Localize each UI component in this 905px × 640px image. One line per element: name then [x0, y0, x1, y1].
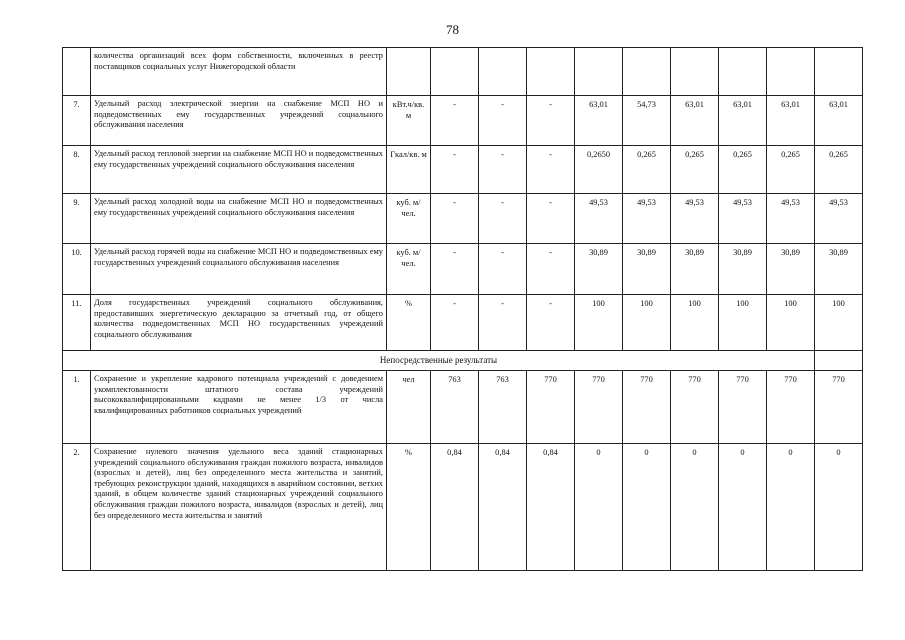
indicator-name: Удельный расход горячей воды на снабжение МСП НО и подведомственных ему государственных учреждений социального обслуживания населения	[91, 244, 387, 295]
value-cell: -	[479, 146, 527, 194]
table-row	[63, 194, 863, 244]
value-cell: -	[431, 146, 479, 194]
value-cell: 0	[575, 444, 623, 571]
unit-cell	[387, 48, 431, 96]
indicator-name: Сохранение нулевого значения удельного веса зданий стационарных учреждений социального обслуживания граждан пожилого возраста, инвалидов (взрослых и детей), лиц без определенного места жительства и занятий, требующих реконструкции зданий, находящихся в аварийном состоянии, ветхих зданий, в общем количестве зданий стационарных учреждений социального обслуживания граждан пожилого возраста, инвалидов (взрослых и детей), лиц без определенного места жительства и занятий	[91, 444, 387, 571]
value-cell: -	[431, 194, 479, 244]
indicator-name: Удельный расход электрической энергии на снабжение МСП НО и подведомственных ему государственных учреждений социального обслуживания населения	[91, 96, 387, 146]
value-cell: -	[479, 295, 527, 351]
value-cell: 30,89	[575, 244, 623, 295]
value-cell: 30,89	[671, 244, 719, 295]
value-cell: 30,89	[623, 244, 671, 295]
value-cell: -	[479, 96, 527, 146]
value-cell	[719, 48, 767, 96]
value-cell	[575, 48, 623, 96]
value-cell: 100	[623, 295, 671, 351]
value-cell: 0,2650	[575, 146, 623, 194]
value-cell: 63,01	[575, 96, 623, 146]
row-number	[63, 48, 91, 96]
value-cell: 30,89	[767, 244, 815, 295]
value-cell: 49,53	[575, 194, 623, 244]
table-row	[63, 371, 863, 444]
unit-cell: %	[387, 444, 431, 571]
value-cell: 770	[767, 371, 815, 444]
value-cell	[527, 48, 575, 96]
unit-cell: кВт.ч/кв. м	[387, 96, 431, 146]
value-cell	[431, 48, 479, 96]
value-cell: -	[527, 244, 575, 295]
value-cell: 63,01	[671, 96, 719, 146]
value-cell: 770	[527, 371, 575, 444]
value-cell: 100	[719, 295, 767, 351]
value-cell: -	[527, 295, 575, 351]
unit-cell: куб. м/чел.	[387, 194, 431, 244]
value-cell	[479, 48, 527, 96]
row-number: 11.	[63, 295, 91, 351]
value-cell: 763	[431, 371, 479, 444]
value-cell: 0,84	[431, 444, 479, 571]
value-cell: 770	[575, 371, 623, 444]
value-cell: -	[527, 194, 575, 244]
row-number: 7.	[63, 96, 91, 146]
value-cell: 100	[671, 295, 719, 351]
indicator-name: количества организаций всех форм собственности, включенных в реестр поставщиков социальных услуг Нижегородской области	[91, 48, 387, 96]
value-cell: 49,53	[767, 194, 815, 244]
value-cell: 0	[719, 444, 767, 571]
value-cell: 100	[815, 295, 863, 351]
value-cell: 49,53	[671, 194, 719, 244]
value-cell: 54,73	[623, 96, 671, 146]
value-cell: 0,265	[671, 146, 719, 194]
value-cell: 63,01	[815, 96, 863, 146]
value-cell	[671, 48, 719, 96]
value-cell: 0	[815, 444, 863, 571]
row-number: 1.	[63, 371, 91, 444]
indicator-name: Удельный расход тепловой энергии на снабжение МСП НО и подведомственных ему государственных учреждений социального обслуживания населения	[91, 146, 387, 194]
row-number: 2.	[63, 444, 91, 571]
table-row	[63, 444, 863, 571]
section-empty-cell	[815, 351, 863, 371]
table-row	[63, 146, 863, 194]
value-cell: 770	[671, 371, 719, 444]
value-cell: 0,265	[623, 146, 671, 194]
value-cell	[767, 48, 815, 96]
value-cell: 63,01	[767, 96, 815, 146]
unit-cell: Гкал/кв. м	[387, 146, 431, 194]
indicators-table	[62, 47, 863, 571]
value-cell: 100	[767, 295, 815, 351]
indicator-name: Сохранение и укрепление кадрового потенциала учреждений с доведением укомплектованности штатного состава учреждений высококвалифицированными кадрами не менее 1/3 от числа квалифицированных работников социальных учреждений	[91, 371, 387, 444]
value-cell: 49,53	[815, 194, 863, 244]
value-cell: -	[527, 146, 575, 194]
value-cell: 63,01	[719, 96, 767, 146]
unit-cell: %	[387, 295, 431, 351]
table-body	[63, 48, 863, 571]
value-cell: -	[431, 96, 479, 146]
value-cell: 49,53	[623, 194, 671, 244]
unit-cell: куб. м/чел.	[387, 244, 431, 295]
indicator-name: Доля государственных учреждений социального обслуживания, предоставивших энергетическую декларацию за отчетный год, от общего количества подведомственных МСП НО государственных учреждений социального обслуживания	[91, 295, 387, 351]
value-cell: 770	[815, 371, 863, 444]
value-cell: -	[527, 96, 575, 146]
table-row	[63, 96, 863, 146]
value-cell: 30,89	[815, 244, 863, 295]
row-number: 8.	[63, 146, 91, 194]
value-cell: 100	[575, 295, 623, 351]
value-cell: -	[431, 295, 479, 351]
table-row	[63, 295, 863, 351]
value-cell: -	[431, 244, 479, 295]
indicator-name: Удельный расход холодной воды на снабжение МСП НО и подведомственных ему государственных учреждений социального обслуживания населения	[91, 194, 387, 244]
value-cell: 30,89	[719, 244, 767, 295]
value-cell	[815, 48, 863, 96]
value-cell: 770	[719, 371, 767, 444]
value-cell: 0,84	[479, 444, 527, 571]
value-cell: 49,53	[719, 194, 767, 244]
value-cell: 0	[671, 444, 719, 571]
value-cell: 770	[623, 371, 671, 444]
value-cell	[623, 48, 671, 96]
page-number: 78	[446, 22, 459, 37]
table-row	[63, 244, 863, 295]
value-cell: 0,265	[767, 146, 815, 194]
row-number: 9.	[63, 194, 91, 244]
unit-cell: чел	[387, 371, 431, 444]
value-cell: 0	[623, 444, 671, 571]
value-cell: 0,84	[527, 444, 575, 571]
row-number: 10.	[63, 244, 91, 295]
value-cell: 0	[767, 444, 815, 571]
section-header: Непосредственные результаты	[63, 351, 815, 371]
value-cell: 0,265	[815, 146, 863, 194]
value-cell: 0,265	[719, 146, 767, 194]
value-cell: 763	[479, 371, 527, 444]
value-cell: -	[479, 194, 527, 244]
section-row	[63, 351, 863, 371]
table-row	[63, 48, 863, 96]
value-cell: -	[479, 244, 527, 295]
